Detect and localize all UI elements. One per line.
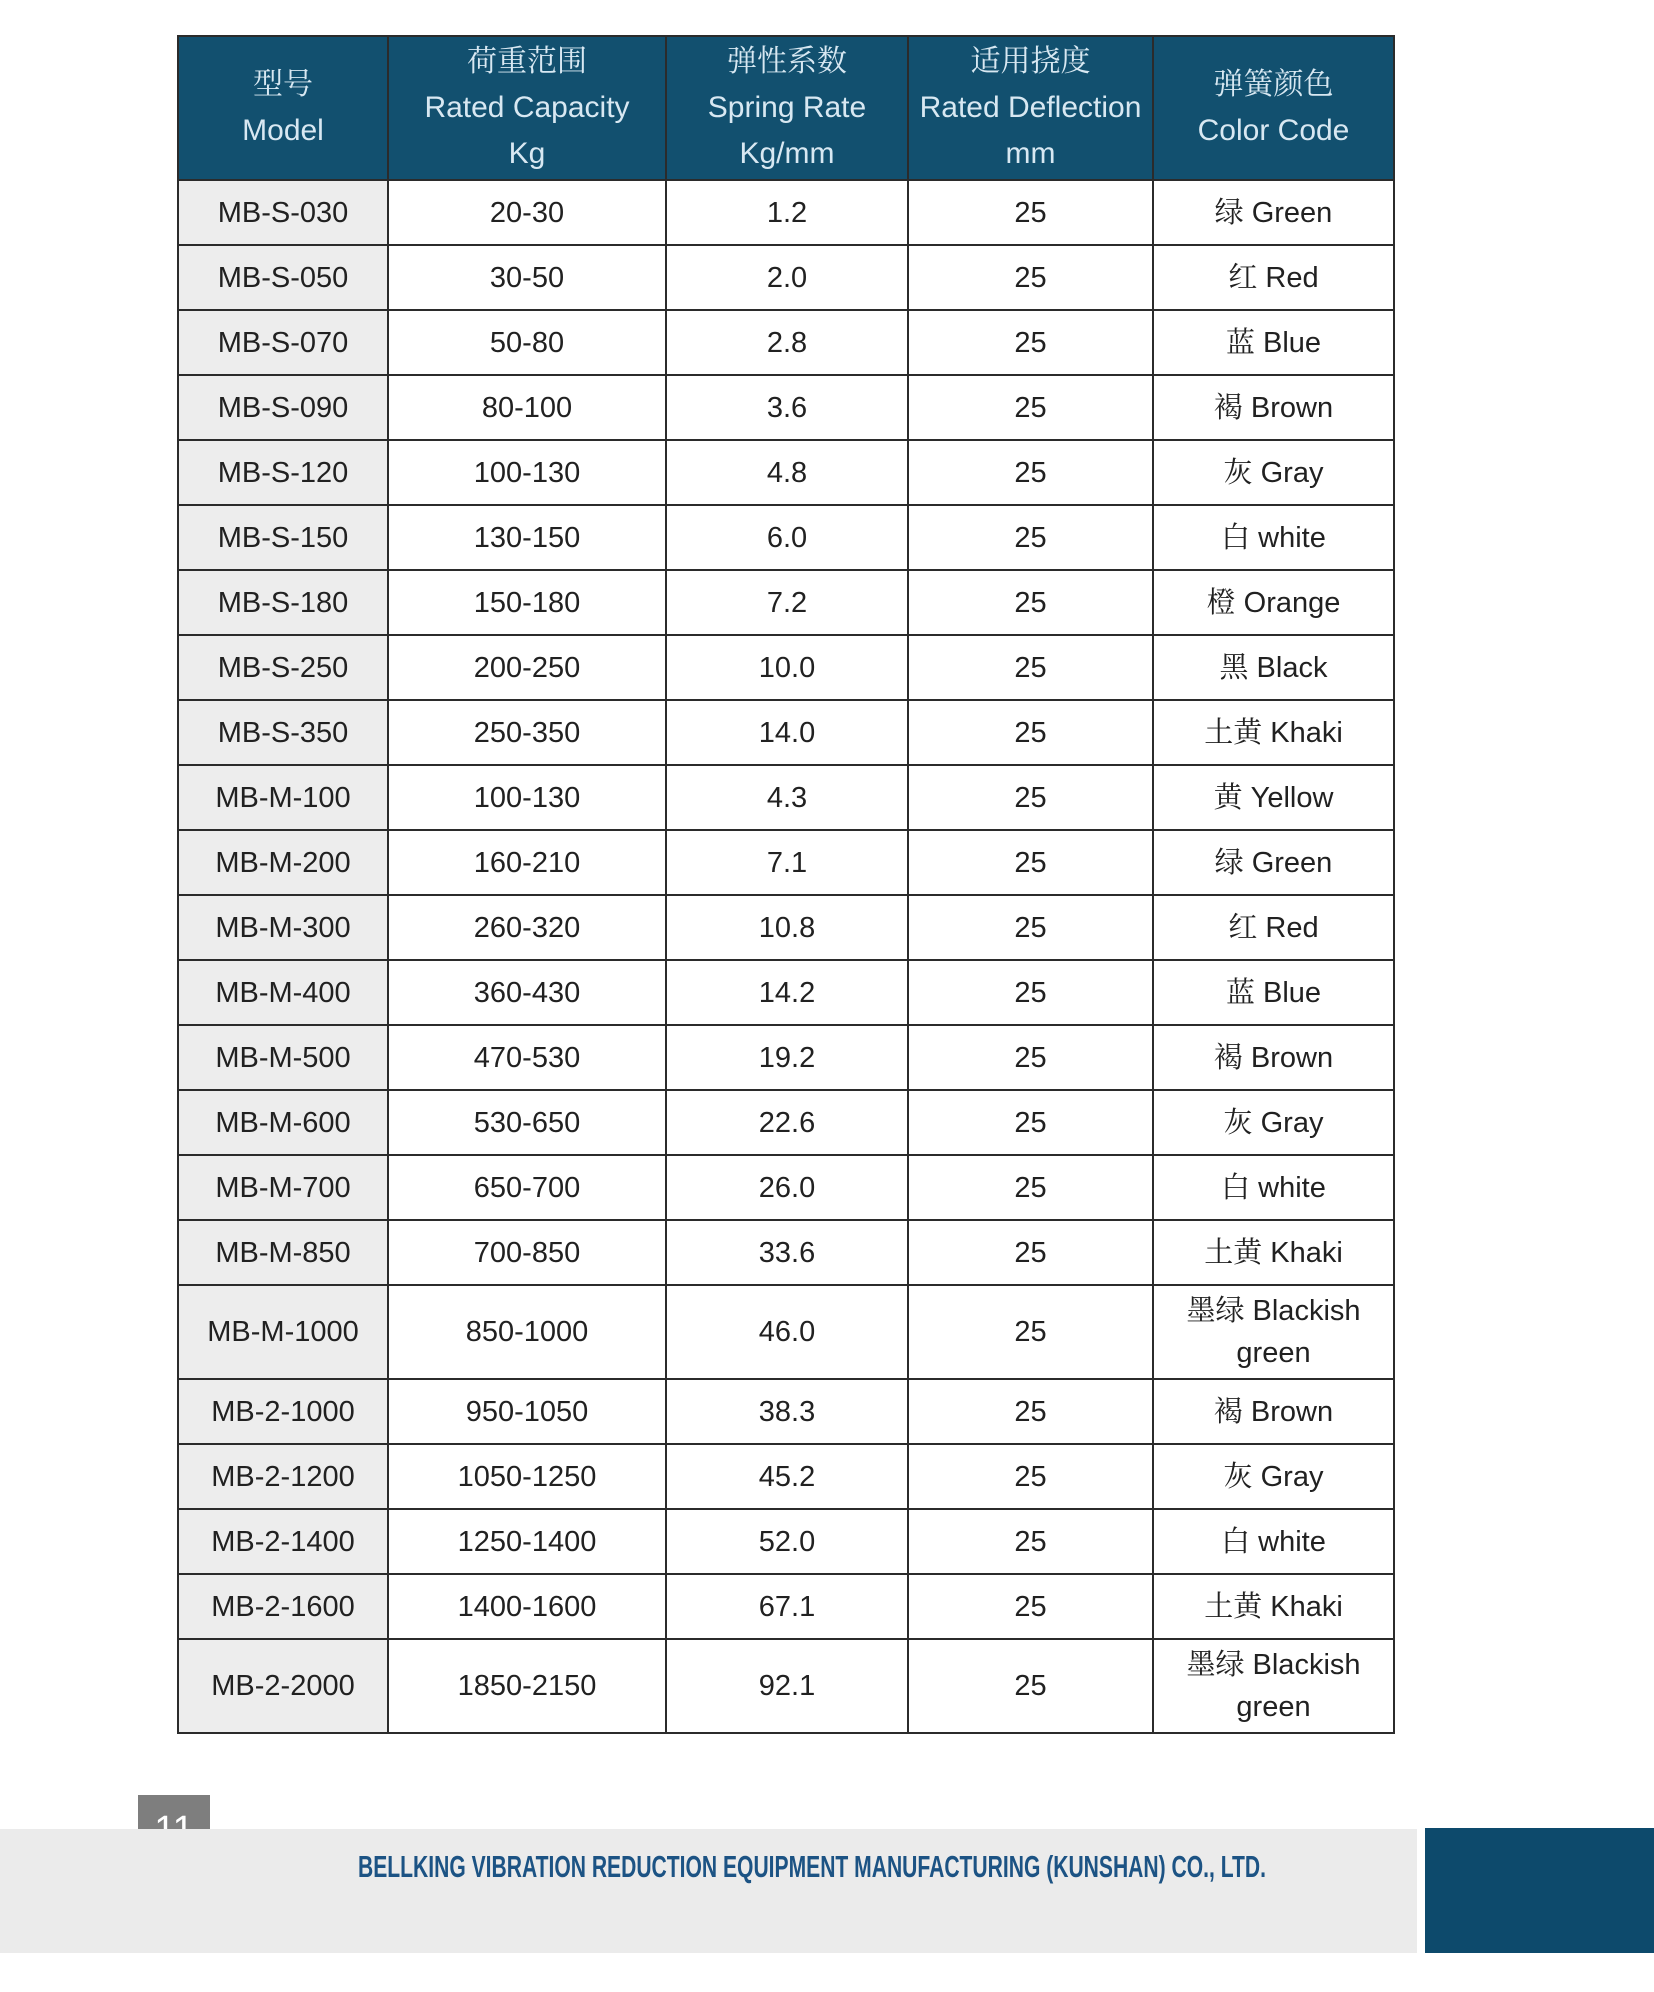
color-code-cell: 绿 Green <box>1153 830 1394 895</box>
color-code-cell: 墨绿 Blackish green <box>1153 1285 1394 1379</box>
capacity-cell: 1850-2150 <box>388 1639 666 1733</box>
color-code-cell: 褐 Brown <box>1153 375 1394 440</box>
spring-rate-cell: 1.2 <box>666 180 908 245</box>
deflection-cell: 25 <box>908 1444 1153 1509</box>
capacity-cell: 50-80 <box>388 310 666 375</box>
table-row <box>178 310 1394 375</box>
deflection-cell: 25 <box>908 1639 1153 1733</box>
capacity-cell: 1400-1600 <box>388 1574 666 1639</box>
model-cell: MB-M-200 <box>178 830 388 895</box>
capacity-cell: 30-50 <box>388 245 666 310</box>
table-row <box>178 180 1394 245</box>
footer-band <box>0 1829 1417 1953</box>
spring-rate-cell: 22.6 <box>666 1090 908 1155</box>
model-cell: MB-2-1000 <box>178 1379 388 1444</box>
capacity-cell: 200-250 <box>388 635 666 700</box>
color-code-cell: 黑 Black <box>1153 635 1394 700</box>
deflection-cell: 25 <box>908 440 1153 505</box>
model-cell: MB-S-180 <box>178 570 388 635</box>
spring-rate-cell: 38.3 <box>666 1379 908 1444</box>
footer-accent-block <box>1425 1828 1654 1953</box>
color-code-cell: 土黄 Khaki <box>1153 1220 1394 1285</box>
table-row <box>178 1574 1394 1639</box>
capacity-cell: 80-100 <box>388 375 666 440</box>
model-cell: MB-M-100 <box>178 765 388 830</box>
model-cell: MB-2-1600 <box>178 1574 388 1639</box>
color-code-cell: 灰 Gray <box>1153 1444 1394 1509</box>
col-header-deflection <box>908 36 1153 180</box>
spec-table-body <box>178 180 1394 1733</box>
capacity-cell: 260-320 <box>388 895 666 960</box>
model-cell: MB-2-1400 <box>178 1509 388 1574</box>
color-code-cell: 褐 Brown <box>1153 1379 1394 1444</box>
model-cell: MB-M-400 <box>178 960 388 1025</box>
deflection-cell: 25 <box>908 310 1153 375</box>
table-row <box>178 505 1394 570</box>
spring-rate-cell: 67.1 <box>666 1574 908 1639</box>
table-row <box>178 700 1394 765</box>
table-row <box>178 1379 1394 1444</box>
deflection-cell: 25 <box>908 765 1153 830</box>
spring-rate-cell: 2.0 <box>666 245 908 310</box>
table-row <box>178 1025 1394 1090</box>
spring-rate-cell: 7.2 <box>666 570 908 635</box>
color-code-cell: 土黄 Khaki <box>1153 700 1394 765</box>
deflection-cell: 25 <box>908 570 1153 635</box>
deflection-cell: 25 <box>908 1090 1153 1155</box>
spring-rate-cell: 92.1 <box>666 1639 908 1733</box>
capacity-cell: 150-180 <box>388 570 666 635</box>
table-row <box>178 765 1394 830</box>
spring-rate-cell: 14.2 <box>666 960 908 1025</box>
table-row <box>178 895 1394 960</box>
table-row <box>178 245 1394 310</box>
spring-rate-cell: 3.6 <box>666 375 908 440</box>
model-cell: MB-S-350 <box>178 700 388 765</box>
deflection-cell: 25 <box>908 1220 1153 1285</box>
col-header-capacity <box>388 36 666 180</box>
color-code-cell: 蓝 Blue <box>1153 960 1394 1025</box>
color-code-cell: 红 Red <box>1153 245 1394 310</box>
deflection-cell: 25 <box>908 895 1153 960</box>
table-row <box>178 440 1394 505</box>
color-code-cell: 土黄 Khaki <box>1153 1574 1394 1639</box>
model-cell: MB-M-500 <box>178 1025 388 1090</box>
model-cell: MB-S-050 <box>178 245 388 310</box>
capacity-cell: 160-210 <box>388 830 666 895</box>
deflection-cell: 25 <box>908 1574 1153 1639</box>
model-cell: MB-S-070 <box>178 310 388 375</box>
header-line-en: Rated Deflection <box>919 91 1142 124</box>
color-code-cell: 墨绿 Blackish green <box>1153 1639 1394 1733</box>
deflection-cell: 25 <box>908 830 1153 895</box>
header-line-en: Rated Capacity <box>424 91 630 124</box>
color-code-cell: 黄 Yellow <box>1153 765 1394 830</box>
table-row <box>178 635 1394 700</box>
capacity-cell: 130-150 <box>388 505 666 570</box>
model-cell: MB-M-700 <box>178 1155 388 1220</box>
table-row <box>178 1444 1394 1509</box>
capacity-cell: 850-1000 <box>388 1285 666 1379</box>
capacity-cell: 470-530 <box>388 1025 666 1090</box>
model-cell: MB-M-1000 <box>178 1285 388 1379</box>
spring-rate-cell: 4.8 <box>666 440 908 505</box>
table-row <box>178 375 1394 440</box>
spring-rate-cell: 7.1 <box>666 830 908 895</box>
color-code-cell: 白 white <box>1153 505 1394 570</box>
capacity-cell: 100-130 <box>388 765 666 830</box>
header-line-zh: 荷重范围 <box>467 45 587 78</box>
capacity-cell: 950-1050 <box>388 1379 666 1444</box>
spring-rate-cell: 4.3 <box>666 765 908 830</box>
color-code-cell: 橙 Orange <box>1153 570 1394 635</box>
header-row <box>178 36 1394 180</box>
header-line-unit: Kg <box>508 137 546 170</box>
deflection-cell: 25 <box>908 180 1153 245</box>
spring-rate-cell: 26.0 <box>666 1155 908 1220</box>
spring-rate-cell: 52.0 <box>666 1509 908 1574</box>
model-cell: MB-M-600 <box>178 1090 388 1155</box>
model-cell: MB-S-250 <box>178 635 388 700</box>
header-line-zh: 弹性系数 <box>727 45 847 78</box>
header-line-en: Color Code <box>1197 114 1350 147</box>
header-line-zh: 型号 <box>253 68 313 101</box>
deflection-cell: 25 <box>908 960 1153 1025</box>
spring-rate-cell: 10.0 <box>666 635 908 700</box>
color-code-cell: 蓝 Blue <box>1153 310 1394 375</box>
table-row <box>178 1285 1394 1379</box>
table-row <box>178 570 1394 635</box>
col-header-model <box>178 36 388 180</box>
deflection-cell: 25 <box>908 635 1153 700</box>
color-code-cell: 褐 Brown <box>1153 1025 1394 1090</box>
capacity-cell: 1250-1400 <box>388 1509 666 1574</box>
header-line-en: Model <box>242 114 324 147</box>
capacity-cell: 100-130 <box>388 440 666 505</box>
deflection-cell: 25 <box>908 505 1153 570</box>
capacity-cell: 20-30 <box>388 180 666 245</box>
table-row <box>178 1220 1394 1285</box>
header-line-zh: 适用挠度 <box>970 45 1091 78</box>
spring-rate-cell: 19.2 <box>666 1025 908 1090</box>
company-name: BELLKING VIBRATION REDUCTION EQUIPMENT MANUFACTURING (KUNSHAN) CO., LTD. <box>358 1849 1266 1884</box>
header-line-en: Spring Rate <box>707 91 867 124</box>
model-cell: MB-S-030 <box>178 180 388 245</box>
deflection-cell: 25 <box>908 1285 1153 1379</box>
deflection-cell: 25 <box>908 1155 1153 1220</box>
model-cell: MB-2-2000 <box>178 1639 388 1733</box>
table-row <box>178 1509 1394 1574</box>
model-cell: MB-2-1200 <box>178 1444 388 1509</box>
spring-rate-cell: 45.2 <box>666 1444 908 1509</box>
model-cell: MB-M-850 <box>178 1220 388 1285</box>
model-cell: MB-S-150 <box>178 505 388 570</box>
header-line-zh: 弹簧颜色 <box>1213 68 1334 101</box>
capacity-cell: 1050-1250 <box>388 1444 666 1509</box>
deflection-cell: 25 <box>908 1509 1153 1574</box>
color-code-cell: 白 white <box>1153 1509 1394 1574</box>
deflection-cell: 25 <box>908 375 1153 440</box>
color-code-cell: 红 Red <box>1153 895 1394 960</box>
table-row <box>178 1155 1394 1220</box>
color-code-cell: 白 white <box>1153 1155 1394 1220</box>
header-line-unit: Kg/mm <box>739 137 835 170</box>
table-row <box>178 960 1394 1025</box>
capacity-cell: 530-650 <box>388 1090 666 1155</box>
table-row <box>178 1639 1394 1733</box>
model-cell: MB-S-090 <box>178 375 388 440</box>
capacity-cell: 250-350 <box>388 700 666 765</box>
spring-rate-cell: 10.8 <box>666 895 908 960</box>
color-code-cell: 灰 Gray <box>1153 1090 1394 1155</box>
capacity-cell: 700-850 <box>388 1220 666 1285</box>
col-header-spring-rate <box>666 36 908 180</box>
color-code-cell: 灰 Gray <box>1153 440 1394 505</box>
model-cell: MB-S-120 <box>178 440 388 505</box>
spring-spec-table <box>177 35 1395 1734</box>
capacity-cell: 360-430 <box>388 960 666 1025</box>
spring-rate-cell: 46.0 <box>666 1285 908 1379</box>
deflection-cell: 25 <box>908 1379 1153 1444</box>
capacity-cell: 650-700 <box>388 1155 666 1220</box>
spring-rate-cell: 14.0 <box>666 700 908 765</box>
col-header-color-code <box>1153 36 1394 180</box>
deflection-cell: 25 <box>908 1025 1153 1090</box>
header-line-unit: mm <box>1005 137 1056 170</box>
spring-rate-cell: 2.8 <box>666 310 908 375</box>
table-row <box>178 830 1394 895</box>
model-cell: MB-M-300 <box>178 895 388 960</box>
spec-table-header <box>178 36 1394 180</box>
color-code-cell: 绿 Green <box>1153 180 1394 245</box>
spring-rate-cell: 6.0 <box>666 505 908 570</box>
table-row <box>178 1090 1394 1155</box>
deflection-cell: 25 <box>908 700 1153 765</box>
deflection-cell: 25 <box>908 245 1153 310</box>
spring-rate-cell: 33.6 <box>666 1220 908 1285</box>
